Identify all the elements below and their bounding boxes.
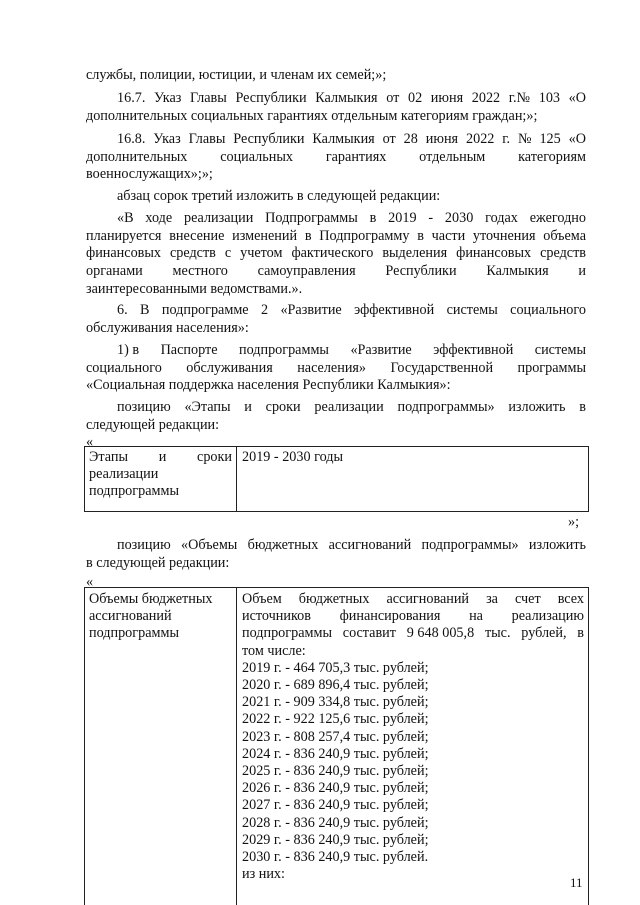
year-funding-line: 2026 г. - 836 240,9 тыс. рублей; [242,780,429,797]
word: 16.8. [117,131,146,147]
word: социального [510,302,586,318]
word: 02 [407,90,423,106]
table-label-cell [85,588,235,643]
word: реализации [183,210,254,226]
word: на [469,608,483,625]
cell-line [242,625,584,642]
word: гарантиях [325,149,387,165]
word: - [428,210,434,226]
table-value-cell [242,588,586,883]
word: и [578,263,586,279]
word: подпрограмме [161,302,249,318]
word: части [431,228,466,244]
year-funding-line: 2023 г. - 808 257,4 тыс. рублей; [242,728,429,745]
justified-line [86,245,586,262]
justified-line [86,228,586,245]
word: рублей, [521,625,567,642]
year-funding-line: 2022 г. - 922 125,6 тыс. рублей; [242,711,429,728]
text-line: абзац сорок третий изложить в следующей редакции: [117,188,441,204]
word: Калмыкия [315,90,378,106]
word: от [382,131,396,147]
word: средств [169,245,216,261]
word: финансовых [456,245,532,261]
word: счет [515,591,541,607]
word: «Объемы [180,537,238,553]
table-label-cell [85,447,235,501]
word: реализацию [511,608,584,625]
word: сроки [197,449,232,465]
word: источников [242,608,311,625]
cell-line: реализации [89,466,159,483]
word: Подпрограммы [265,210,358,226]
word: 6. [117,302,128,318]
word: «Развитие [350,342,412,358]
word: Паспорте [160,342,218,358]
word: 2022 [471,90,501,106]
word: изложить [528,537,586,553]
year-funding-line: 2030 г. - 836 240,9 тыс. рублей. [242,849,429,866]
word: 28 [403,131,418,147]
text-line: обслуживания населения»: [86,320,249,336]
justified-line [86,149,586,166]
word: июня [425,131,459,147]
word: выделения [382,245,448,261]
word: составит [342,625,396,642]
opening-quote: « [86,574,94,590]
word: 9 648 005,8 [406,625,475,642]
cell-line: подпрограммы [89,483,179,500]
word: 2022 [466,131,495,147]
word: 103 [538,90,560,106]
justified-line [117,399,586,416]
word: органами [86,263,143,279]
word: 2030 [444,210,474,226]
word: подпрограммы [238,342,329,358]
word: «О [568,90,586,106]
word: и [244,399,252,415]
word: годах [485,210,518,226]
budget-table [84,587,589,905]
word: в [579,399,586,415]
word: Калмыкия [486,263,549,279]
justified-line [86,360,586,377]
word: июня [430,90,464,106]
word: обслуживания [186,360,273,376]
word: населения» [297,360,367,376]
word: эффективной [433,342,514,358]
word: местного [172,263,228,279]
word: № [517,131,532,147]
word: Объем [242,591,282,607]
opening-quote: « [86,434,94,450]
word: планируется [86,228,162,244]
word: социальных [220,149,293,165]
year-funding-line: 2021 г. - 909 334,8 тыс. рублей; [242,694,429,711]
word: фактического [291,245,374,261]
word: Республики [233,131,305,147]
word: сроки [265,399,301,415]
word: «Этапы [184,399,231,415]
word: Главы [188,131,226,147]
word: самоуправления [257,263,356,279]
word: в [369,210,377,226]
word: социального [86,360,162,376]
justified-line [86,263,586,280]
word: 16.7. [117,90,146,106]
justified-line [117,342,586,359]
stages-table [84,446,589,512]
word: бюджетных [247,537,319,553]
word: реализации [314,399,384,415]
word: «Развитие [280,302,342,318]
word: Государственной [390,360,494,376]
word: ходе [145,210,173,226]
word: 2019 [388,210,417,226]
word: 1) в [117,342,140,358]
text-line: в следующей редакции: [86,555,230,571]
word: финансовых [86,245,161,261]
word: от [386,90,400,106]
word: г.№ [508,90,531,106]
word: г. [502,131,511,147]
yearly-funding-list [242,660,586,866]
word: изложить [508,399,566,415]
justified-line [117,302,586,319]
column-divider [236,588,237,905]
column-divider [236,447,237,511]
cell-line: из них: [242,866,285,883]
word: и [158,449,167,465]
word: тыс. [484,625,511,642]
word: программы [517,360,586,376]
word: подпрограммы [242,625,332,642]
word: Калмыкия [312,131,375,147]
word: дополнительных [86,149,188,165]
word: Республики [235,90,307,106]
cell-line: Объемы бюджетных [89,591,213,607]
word: финансирования [339,608,441,625]
text-line: военнослужащих»;»; [86,166,213,182]
year-funding-line: 2020 г. - 689 896,4 тыс. рублей; [242,677,429,694]
text-line: «Социальная поддержка населения Республики Калмыкия»: [86,377,451,393]
justified-line [117,90,586,107]
word: 125 [539,131,561,147]
text-line: заинтересованными ведомствами.». [86,281,303,297]
word: «О [568,131,586,147]
word: 2 [260,302,269,318]
year-funding-line: 2019 г. - 464 705,3 тыс. рублей; [242,659,429,676]
word: ассигнований [386,591,470,607]
word: Подпрограмму [319,228,410,244]
word: ежегодно [529,210,586,226]
justified-line [117,210,586,227]
word: всех [557,591,584,607]
word: уточнения [472,228,536,244]
text-line: службы, полиции, юстиции, и членам их семей;»; [86,67,387,83]
word: системы [446,302,498,318]
word: ассигнований [328,537,412,553]
word: отдельным [419,149,486,165]
closing-quote: »; [568,514,580,530]
year-funding-line: 2024 г. - 836 240,9 тыс. рублей; [242,745,429,762]
word: с [224,245,232,261]
word: Указ [153,131,181,147]
word: подпрограммы» [397,399,495,415]
cell-line: ассигнований [89,608,172,625]
year-funding-line: 2025 г. - 836 240,9 тыс. рублей; [242,763,429,780]
word: В [140,302,150,318]
word: системы [534,342,586,358]
text-line: дополнительных социальных гарантиях отдельным категориям граждан;»; [86,108,538,124]
cell-line: подпрограммы [89,625,179,642]
word: подпрограммы» [421,537,519,553]
word: «В [117,210,134,226]
word: учетом [240,245,283,261]
page-number: 11 [570,875,583,890]
word: в [417,228,424,244]
word: внесение [169,228,225,244]
cell-line [89,449,232,466]
cell-line: том числе: [242,642,306,659]
word: объема [543,228,586,244]
word: позицию [117,399,171,415]
cell-line [242,608,584,625]
year-funding-line: 2028 г. - 836 240,9 тыс. рублей; [242,814,429,831]
table-value-cell: 2019 - 2030 годы [242,449,344,465]
word: в [304,228,312,244]
word: категориям [518,149,586,165]
word: бюджетных [298,591,370,607]
word: за [486,591,498,607]
word: Этапы [89,449,128,465]
justified-line [117,537,586,554]
year-funding-line: 2029 г. - 836 240,9 тыс. рублей; [242,831,429,848]
text-line: следующей редакции: [86,417,220,433]
word: в [577,625,584,642]
word: Республики [385,263,457,279]
word: позицию [117,537,171,553]
cell-line [242,591,584,608]
word: эффективной [354,302,435,318]
year-funding-line: 2027 г. - 836 240,9 тыс. рублей; [242,797,429,814]
justified-line [117,131,586,148]
word: средств [540,245,586,261]
word: Главы [190,90,227,106]
word: Указ [154,90,182,106]
word: изменений [232,228,298,244]
